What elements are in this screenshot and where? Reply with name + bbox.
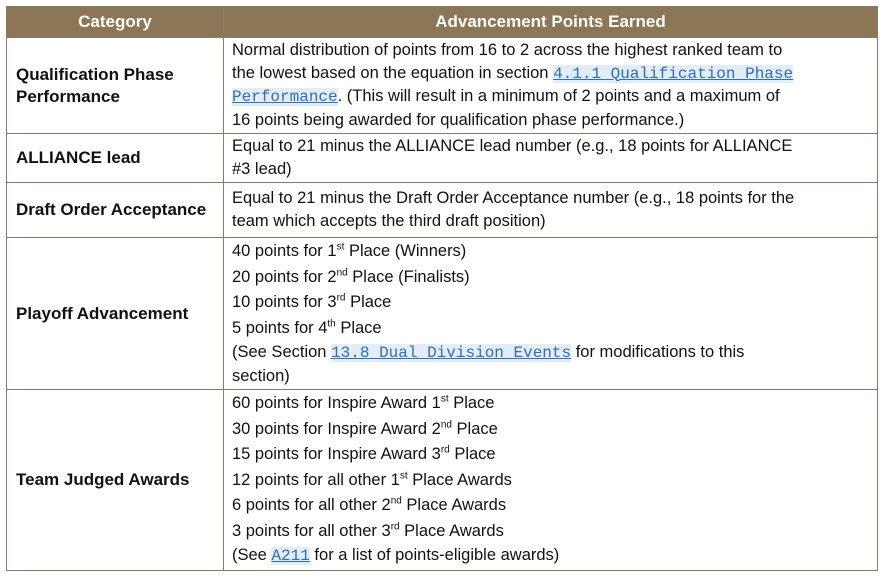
- ordinal-suffix: th: [327, 318, 336, 329]
- text-fragment: 5 points for 4: [232, 318, 328, 337]
- text-fragment: 10 points for 3: [232, 293, 337, 311]
- table-row: [7, 38, 878, 134]
- section-link[interactable]: Performance: [232, 88, 338, 106]
- text-line: [232, 316, 871, 342]
- text-fragment: Place: [345, 293, 392, 311]
- rule-link[interactable]: A211: [271, 547, 310, 565]
- text-line: #3 lead): [232, 159, 292, 178]
- text-fragment: Place Awards: [399, 521, 504, 540]
- text-fragment: Place (Winners): [344, 242, 467, 260]
- ordinal-suffix: nd: [440, 419, 452, 430]
- points-cell: [224, 238, 878, 390]
- text-fragment: 30 points for Inspire Award 2: [232, 419, 441, 438]
- category-cell: ALLIANCE lead: [7, 134, 224, 183]
- table-row: [7, 238, 878, 390]
- text-line: [232, 442, 871, 468]
- ordinal-suffix: rd: [440, 444, 450, 456]
- table-row: [7, 183, 878, 238]
- ordinal-suffix: st: [440, 393, 449, 405]
- category-cell: Draft Order Acceptance: [7, 183, 224, 238]
- text-fragment: the lowest based on the equation in section: [232, 63, 554, 82]
- text-line: Equal to 21 minus the ALLIANCE lead number (e.g., 18 points for ALLIANCE: [232, 137, 793, 155]
- text-line: Equal to 21 minus the Draft Order Acceptance number (e.g., 18 points for the: [232, 189, 795, 207]
- table-row: [7, 134, 878, 183]
- ordinal-suffix: st: [336, 241, 345, 253]
- category-cell: Playoff Advancement: [7, 238, 224, 390]
- text-line: [232, 468, 871, 494]
- text-line: Normal distribution of points from 16 to 2 across the highest ranked team to: [232, 41, 783, 59]
- text-fragment: 40 points for 1: [232, 242, 337, 260]
- header-row: [7, 7, 878, 38]
- text-fragment: Place: [449, 445, 496, 463]
- text-line: [232, 85, 871, 109]
- text-fragment: (See Section: [232, 343, 332, 361]
- header-category: Category: [7, 7, 224, 38]
- text-line: 16 points being awarded for qualification phase performance.): [232, 110, 685, 129]
- text-fragment: 20 points for 2: [232, 267, 337, 286]
- category-cell: Team Judged Awards: [7, 390, 224, 571]
- text-fragment: (See: [232, 546, 272, 564]
- text-line: [232, 290, 871, 316]
- text-line: section): [232, 366, 290, 385]
- text-fragment: Place: [451, 419, 498, 438]
- ordinal-suffix: rd: [336, 292, 346, 304]
- section-link[interactable]: 13.8 Dual Division Events: [331, 344, 572, 362]
- points-cell: [224, 134, 878, 183]
- table-row: [7, 390, 878, 571]
- text-fragment: Place (Finalists): [347, 267, 470, 286]
- text-line: team which accepts the third draft position): [232, 211, 546, 230]
- points-cell: [224, 390, 878, 571]
- ordinal-suffix: nd: [336, 267, 348, 278]
- text-fragment: Place Awards: [401, 496, 507, 514]
- text-fragment: . (This will result in a minimum of 2 points and a maximum of: [337, 87, 780, 105]
- text-line: [232, 239, 871, 265]
- text-fragment: for modifications to this: [571, 343, 745, 361]
- text-fragment: 6 points for all other 2: [232, 496, 391, 514]
- points-cell: [224, 183, 878, 238]
- points-cell: [224, 38, 878, 134]
- text-fragment: 12 points for all other 1: [232, 470, 400, 489]
- text-fragment: Place Awards: [407, 470, 512, 489]
- text-fragment: Place: [335, 318, 382, 337]
- text-line: [232, 519, 871, 545]
- ordinal-suffix: nd: [390, 495, 402, 507]
- section-link[interactable]: 4.1.1 Qualification Phase: [553, 64, 794, 83]
- text-fragment: for a list of points-eligible awards): [309, 546, 560, 564]
- text-line: [232, 417, 871, 443]
- advancement-points-table: [6, 6, 878, 571]
- header-points: Advancement Points Earned: [224, 7, 878, 38]
- ordinal-suffix: st: [399, 470, 408, 481]
- category-cell: Qualification Phase Performance: [7, 38, 224, 134]
- text-line: [232, 493, 871, 519]
- text-fragment: 60 points for Inspire Award 1: [232, 394, 441, 412]
- text-fragment: Place: [448, 394, 495, 412]
- text-fragment: 3 points for all other 3: [232, 521, 391, 540]
- text-line: [232, 391, 871, 417]
- text-fragment: 15 points for Inspire Award 3: [232, 445, 441, 463]
- text-line: [232, 265, 871, 291]
- ordinal-suffix: rd: [390, 521, 400, 532]
- text-line: [232, 544, 871, 568]
- text-line: [232, 62, 871, 86]
- text-line: [232, 341, 871, 365]
